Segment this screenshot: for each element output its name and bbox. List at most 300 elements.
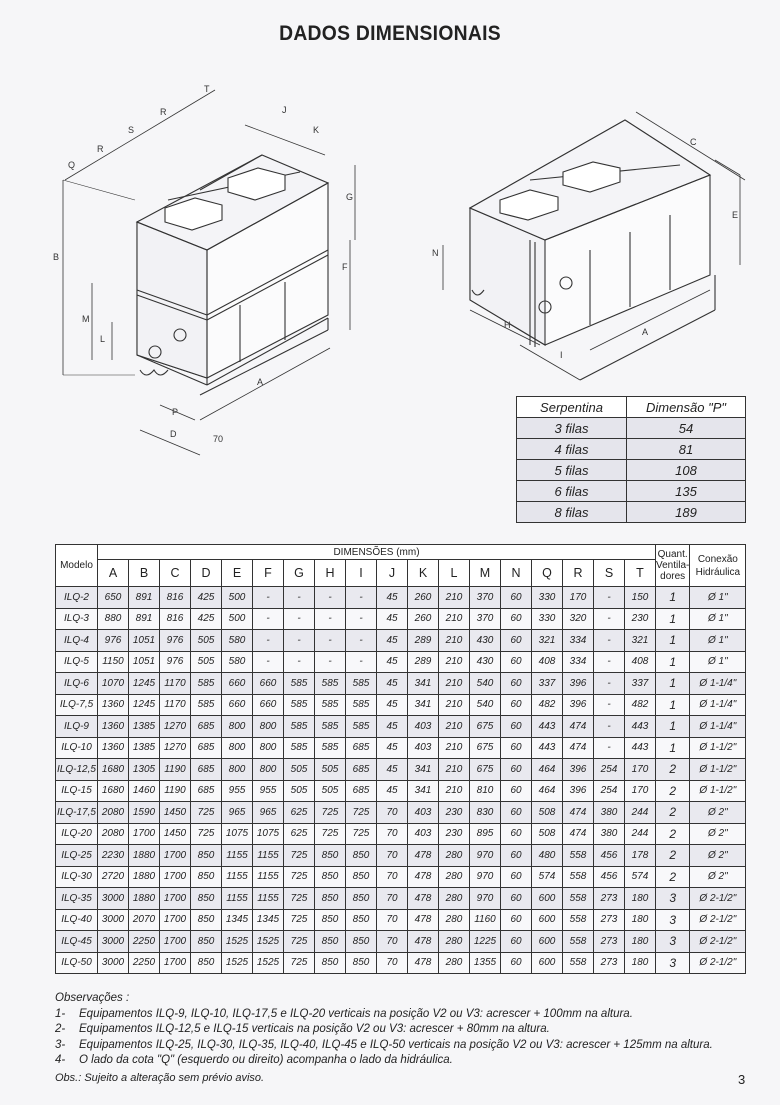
dimension-cell: 1880 xyxy=(129,888,160,910)
dimension-cell: 1075 xyxy=(222,823,253,845)
dimension-cell: 580 xyxy=(222,651,253,673)
fans-cell: 1 xyxy=(656,651,690,673)
dimension-cell: 70 xyxy=(377,802,408,824)
label-C: C xyxy=(690,137,697,147)
dimension-cell: 45 xyxy=(377,673,408,695)
dimension-cell: 850 xyxy=(315,931,346,953)
dimension-cell: 1700 xyxy=(129,823,160,845)
dimension-cell: 976 xyxy=(98,630,129,652)
dimension-cell: 244 xyxy=(625,802,656,824)
serpentina-table xyxy=(516,396,746,523)
dimension-cell: 280 xyxy=(439,888,470,910)
dimension-cell: 456 xyxy=(594,866,625,888)
dimensao-p-cell: 135 xyxy=(627,481,746,502)
dimension-cell: 625 xyxy=(284,823,315,845)
dimensao-p-cell: 54 xyxy=(627,418,746,439)
model-cell: ILQ-25 xyxy=(56,845,98,867)
model-cell: ILQ-2 xyxy=(56,587,98,609)
dimension-cell: 600 xyxy=(532,888,563,910)
dimension-cell: 443 xyxy=(625,737,656,759)
fans-cell: 1 xyxy=(656,608,690,630)
model-cell: ILQ-20 xyxy=(56,823,98,845)
dimension-cell: 585 xyxy=(191,673,222,695)
connection-cell: Ø 1" xyxy=(690,587,746,609)
dimension-cell: - xyxy=(284,608,315,630)
fans-cell: 3 xyxy=(656,952,690,974)
connection-cell: Ø 1" xyxy=(690,630,746,652)
dimension-cell: 891 xyxy=(129,587,160,609)
connection-header: Conexão Hidráulica xyxy=(690,545,746,587)
dimension-cell: 508 xyxy=(532,802,563,824)
dimension-cell: 341 xyxy=(408,759,439,781)
dimension-cell: 1270 xyxy=(160,737,191,759)
dimension-cell: 1155 xyxy=(222,845,253,867)
dimension-cell: 260 xyxy=(408,608,439,630)
dimension-cell: 408 xyxy=(625,651,656,673)
dimension-cell: 1700 xyxy=(160,952,191,974)
dimension-cell: 1460 xyxy=(129,780,160,802)
dimension-cell: 280 xyxy=(439,931,470,953)
dimension-cell: 1305 xyxy=(129,759,160,781)
dimension-cell: 330 xyxy=(532,587,563,609)
dimension-cell: 660 xyxy=(222,694,253,716)
dimension-cell: 3000 xyxy=(98,952,129,974)
connection-cell: Ø 1-1/4" xyxy=(690,673,746,695)
fans-header: Quant. Ventila- dores xyxy=(656,545,690,587)
dimension-cell: 380 xyxy=(594,823,625,845)
dimension-cell: 280 xyxy=(439,866,470,888)
dimension-cell: - xyxy=(346,630,377,652)
connection-cell: Ø 1" xyxy=(690,651,746,673)
dimension-cell: 558 xyxy=(563,952,594,974)
table-row xyxy=(56,694,746,716)
dimension-cell: 1170 xyxy=(160,694,191,716)
dimension-cell: 170 xyxy=(625,780,656,802)
dimension-cell: 505 xyxy=(284,780,315,802)
dimension-cell: 180 xyxy=(625,931,656,953)
dimension-cell: 830 xyxy=(470,802,501,824)
dimension-cell: 280 xyxy=(439,845,470,867)
dimension-cell: 254 xyxy=(594,759,625,781)
table-row xyxy=(56,651,746,673)
dimension-cell: 443 xyxy=(532,737,563,759)
table-row xyxy=(56,909,746,931)
dimension-cell: 396 xyxy=(563,694,594,716)
model-cell: ILQ-12,5 xyxy=(56,759,98,781)
dimension-cell: 970 xyxy=(470,845,501,867)
column-header-t: T xyxy=(625,560,656,587)
dimension-cell: 60 xyxy=(501,673,532,695)
dimension-cell: 210 xyxy=(439,673,470,695)
serpentina-header: Serpentina xyxy=(517,397,627,418)
dimension-cell: 955 xyxy=(222,780,253,802)
dimension-cell: 210 xyxy=(439,587,470,609)
dimension-cell: 396 xyxy=(563,759,594,781)
page-number: 3 xyxy=(738,1072,746,1087)
dimension-cell: 70 xyxy=(377,952,408,974)
dimension-cell: 330 xyxy=(532,608,563,630)
dimension-cell: 430 xyxy=(470,630,501,652)
dimension-cell: 850 xyxy=(191,909,222,931)
dimension-cell: 45 xyxy=(377,716,408,738)
dimension-cell: 482 xyxy=(532,694,563,716)
fans-cell: 2 xyxy=(656,780,690,802)
dimension-cell: 425 xyxy=(191,587,222,609)
dimension-cell: 1155 xyxy=(253,866,284,888)
notes xyxy=(55,991,713,1087)
dimension-cell: 403 xyxy=(408,823,439,845)
dimension-cell: - xyxy=(315,608,346,630)
dimension-cell: 1051 xyxy=(129,651,160,673)
dimension-cell: 558 xyxy=(563,909,594,931)
dimension-cell: 585 xyxy=(346,694,377,716)
label-K: K xyxy=(313,125,320,135)
dimension-cell: 60 xyxy=(501,716,532,738)
dimension-cell: 273 xyxy=(594,909,625,931)
dimension-cell: 500 xyxy=(222,608,253,630)
dimension-cell: - xyxy=(594,737,625,759)
dimension-cell: 1880 xyxy=(129,866,160,888)
dimension-cell: - xyxy=(253,608,284,630)
dimension-cell: 976 xyxy=(160,630,191,652)
dimension-cell: 180 xyxy=(625,909,656,931)
column-header-g: G xyxy=(284,560,315,587)
model-header: Modelo xyxy=(56,545,98,587)
connection-cell: Ø 2" xyxy=(690,802,746,824)
connection-cell: Ø 1-1/4" xyxy=(690,716,746,738)
column-header-e: E xyxy=(222,560,253,587)
page-title: DADOS DIMENSIONAIS xyxy=(279,22,501,45)
column-header-b: B xyxy=(129,560,160,587)
dimension-cell: 3000 xyxy=(98,931,129,953)
dimension-cell: 1075 xyxy=(253,823,284,845)
model-cell: ILQ-6 xyxy=(56,673,98,695)
dimension-cell: - xyxy=(284,587,315,609)
dimension-cell: 800 xyxy=(222,716,253,738)
dimension-cell: 230 xyxy=(625,608,656,630)
dimension-cell: 505 xyxy=(191,630,222,652)
dimension-cell: 685 xyxy=(191,780,222,802)
dimension-cell: 725 xyxy=(284,888,315,910)
dimension-cell: 60 xyxy=(501,608,532,630)
dimension-cell: 850 xyxy=(191,888,222,910)
dimension-cell: 660 xyxy=(253,673,284,695)
dimension-cell: 1700 xyxy=(160,888,191,910)
dimension-cell: 474 xyxy=(563,737,594,759)
dimension-cell: 60 xyxy=(501,737,532,759)
dimension-cell: 60 xyxy=(501,694,532,716)
dimension-cell: 725 xyxy=(284,952,315,974)
dimension-cell: 289 xyxy=(408,651,439,673)
dimension-cell: 60 xyxy=(501,845,532,867)
dimension-cell: 1345 xyxy=(253,909,284,931)
dimension-cell: 1155 xyxy=(222,888,253,910)
model-cell: ILQ-7,5 xyxy=(56,694,98,716)
dimension-cell: - xyxy=(594,651,625,673)
dimension-cell: 45 xyxy=(377,630,408,652)
connection-cell: Ø 2" xyxy=(690,845,746,867)
dimension-cell: 289 xyxy=(408,630,439,652)
dimension-cell: 45 xyxy=(377,737,408,759)
fans-cell: 1 xyxy=(656,716,690,738)
dimension-cell: 725 xyxy=(284,909,315,931)
dimension-cell: 341 xyxy=(408,694,439,716)
dimension-cell: 685 xyxy=(346,759,377,781)
dimension-cell: - xyxy=(594,673,625,695)
dimension-cell: - xyxy=(253,587,284,609)
label-J: J xyxy=(282,105,287,115)
dimension-cell: 850 xyxy=(191,952,222,974)
dimension-cell: 280 xyxy=(439,952,470,974)
dimension-cell: 1225 xyxy=(470,931,501,953)
column-header-c: C xyxy=(160,560,191,587)
connection-cell: Ø 1-1/2" xyxy=(690,737,746,759)
dimension-cell: 334 xyxy=(563,630,594,652)
fans-cell: 2 xyxy=(656,802,690,824)
dimension-cell: 850 xyxy=(315,888,346,910)
dimension-cell: 585 xyxy=(284,716,315,738)
dimension-cell: 1880 xyxy=(129,845,160,867)
model-cell: ILQ-5 xyxy=(56,651,98,673)
label-L: L xyxy=(100,334,106,344)
dimension-cell: 1700 xyxy=(160,931,191,953)
dimension-cell: 500 xyxy=(222,587,253,609)
dimension-cell: 1155 xyxy=(222,866,253,888)
dimension-cell: 585 xyxy=(346,673,377,695)
dimension-cell: 585 xyxy=(284,673,315,695)
column-header-r: R xyxy=(563,560,594,587)
dimension-cell: 210 xyxy=(439,651,470,673)
dimension-cell: 970 xyxy=(470,866,501,888)
dimension-cell: 210 xyxy=(439,630,470,652)
note-item: 2- Equipamentos ILQ-12,5 e ILQ-15 verticais na posição V2 ou V3: acrescer + 80mm na altura. xyxy=(55,1023,550,1036)
dimension-cell: 625 xyxy=(284,802,315,824)
label-D: D xyxy=(170,429,177,439)
dimension-cell: 2080 xyxy=(98,823,129,845)
dimension-cell: 800 xyxy=(253,737,284,759)
note-item: 1- Equipamentos ILQ-9, ILQ-10, ILQ-17,5 e ILQ-20 verticais na posição V2 ou V3: acrescer + 100mm na altura. xyxy=(55,1007,633,1020)
fans-cell: 2 xyxy=(656,845,690,867)
dimension-cell: 70 xyxy=(377,931,408,953)
dimension-cell: 891 xyxy=(129,608,160,630)
column-header-h: H xyxy=(315,560,346,587)
dimension-cell: 540 xyxy=(470,673,501,695)
dimension-cell: 70 xyxy=(377,888,408,910)
dimension-cell: 180 xyxy=(625,952,656,974)
dimension-cell: 456 xyxy=(594,845,625,867)
dimension-cell: 965 xyxy=(253,802,284,824)
dimension-cell: 2230 xyxy=(98,845,129,867)
fans-cell: 3 xyxy=(656,931,690,953)
model-cell: ILQ-3 xyxy=(56,608,98,630)
dimension-cell: 725 xyxy=(315,802,346,824)
dimension-cell: 170 xyxy=(563,587,594,609)
column-header-l: L xyxy=(439,560,470,587)
dimension-cell: 1345 xyxy=(222,909,253,931)
dimension-cell: 800 xyxy=(222,737,253,759)
fans-cell: 2 xyxy=(656,866,690,888)
dimension-cell: 850 xyxy=(346,866,377,888)
dimension-cell: 660 xyxy=(253,694,284,716)
dimension-cell: 60 xyxy=(501,802,532,824)
connection-cell: Ø 2" xyxy=(690,866,746,888)
model-cell: ILQ-17,5 xyxy=(56,802,98,824)
table-row xyxy=(56,737,746,759)
dimension-cell: 334 xyxy=(563,651,594,673)
dimension-cell: 474 xyxy=(563,802,594,824)
dimension-cell: 321 xyxy=(625,630,656,652)
dimension-cell: 850 xyxy=(191,866,222,888)
disclaimer: Obs.: Sujeito a alteração sem prévio aviso. xyxy=(55,1071,265,1084)
table-row xyxy=(56,931,746,953)
dimension-cell: 850 xyxy=(315,952,346,974)
dimension-cell: - xyxy=(284,630,315,652)
notes-heading: Observações : xyxy=(55,992,130,1004)
dimension-cell: 574 xyxy=(532,866,563,888)
dimension-cell: 675 xyxy=(470,759,501,781)
dimension-cell: 508 xyxy=(532,823,563,845)
connection-cell: Ø 2-1/2" xyxy=(690,931,746,953)
dimension-cell: 725 xyxy=(191,802,222,824)
fans-cell: 2 xyxy=(656,759,690,781)
dimension-cell: 1190 xyxy=(160,759,191,781)
dimension-cell: 725 xyxy=(346,802,377,824)
table-row xyxy=(56,759,746,781)
dimension-cell: 1245 xyxy=(129,694,160,716)
dimension-cell: 321 xyxy=(532,630,563,652)
label-70: 70 xyxy=(213,434,224,444)
fans-cell: 3 xyxy=(656,909,690,931)
dimension-cell: - xyxy=(594,630,625,652)
dimension-cell: - xyxy=(284,651,315,673)
dimension-cell: 60 xyxy=(501,823,532,845)
dimension-cell: - xyxy=(594,694,625,716)
dimension-cell: 1190 xyxy=(160,780,191,802)
label-R1: R xyxy=(97,144,104,154)
dimension-cell: - xyxy=(315,630,346,652)
dimension-cell: 474 xyxy=(563,716,594,738)
dimension-cell: 2070 xyxy=(129,909,160,931)
dimension-cell: 230 xyxy=(439,802,470,824)
dimension-cell: 396 xyxy=(563,673,594,695)
dimension-cell: 1150 xyxy=(98,651,129,673)
dimension-cell: 341 xyxy=(408,673,439,695)
dimension-cell: 725 xyxy=(191,823,222,845)
dimension-cell: 480 xyxy=(532,845,563,867)
dimension-cell: 60 xyxy=(501,952,532,974)
dimension-cell: 725 xyxy=(284,866,315,888)
dimensions-header: DIMENSÕES (mm) xyxy=(98,545,656,560)
dimension-cell: 320 xyxy=(563,608,594,630)
dimension-cell: 800 xyxy=(253,759,284,781)
dimension-cell: 478 xyxy=(408,866,439,888)
dimension-cell: 850 xyxy=(315,866,346,888)
label-I: I xyxy=(560,350,563,360)
dimension-cell: - xyxy=(594,587,625,609)
dimension-cell: 60 xyxy=(501,866,532,888)
dimension-cell: 955 xyxy=(253,780,284,802)
dimension-cell: 170 xyxy=(625,759,656,781)
table-row xyxy=(56,780,746,802)
dimension-cell: 540 xyxy=(470,694,501,716)
model-cell: ILQ-9 xyxy=(56,716,98,738)
dimension-cell: 880 xyxy=(98,608,129,630)
dimension-cell: 1360 xyxy=(98,737,129,759)
fans-cell: 2 xyxy=(656,823,690,845)
dimension-cell: 585 xyxy=(315,694,346,716)
column-header-j: J xyxy=(377,560,408,587)
dimension-cell: 1160 xyxy=(470,909,501,931)
label-E: E xyxy=(732,210,739,220)
dimension-cell: 3000 xyxy=(98,888,129,910)
model-cell: ILQ-4 xyxy=(56,630,98,652)
dimension-cell: 425 xyxy=(191,608,222,630)
dimension-cell: 150 xyxy=(625,587,656,609)
dimension-cell: 585 xyxy=(191,694,222,716)
dimension-cell: 1355 xyxy=(470,952,501,974)
dimension-cell: - xyxy=(253,630,284,652)
dimension-cell: 800 xyxy=(222,759,253,781)
dimension-cell: 1155 xyxy=(253,845,284,867)
dimension-cell: 800 xyxy=(253,716,284,738)
dimension-cell: 45 xyxy=(377,651,408,673)
dimension-cell: 1680 xyxy=(98,759,129,781)
model-cell: ILQ-35 xyxy=(56,888,98,910)
dimension-cell: 675 xyxy=(470,737,501,759)
dimension-cell: 2250 xyxy=(129,952,160,974)
dimension-cell: 850 xyxy=(346,845,377,867)
label-G: G xyxy=(346,192,354,202)
dimension-cell: 70 xyxy=(377,909,408,931)
connection-cell: Ø 2-1/2" xyxy=(690,952,746,974)
dimension-cell: 600 xyxy=(532,952,563,974)
dimensao-p-cell: 81 xyxy=(627,439,746,460)
dimension-cell: 1385 xyxy=(129,716,160,738)
dimension-cell: 210 xyxy=(439,737,470,759)
dimension-cell: 478 xyxy=(408,845,439,867)
dimension-cell: 1360 xyxy=(98,716,129,738)
dimension-cell: 45 xyxy=(377,608,408,630)
dimension-cell: 685 xyxy=(346,780,377,802)
dimension-cell: 273 xyxy=(594,888,625,910)
dimension-cell: 403 xyxy=(408,716,439,738)
dimension-cell: 1700 xyxy=(160,909,191,931)
dimension-cell: 60 xyxy=(501,651,532,673)
dimension-cell: 660 xyxy=(222,673,253,695)
dimension-cell: 1450 xyxy=(160,802,191,824)
dimension-cell: 45 xyxy=(377,694,408,716)
dimension-cell: 337 xyxy=(532,673,563,695)
dimension-cell: 403 xyxy=(408,737,439,759)
model-cell: ILQ-50 xyxy=(56,952,98,974)
dimension-cell: 60 xyxy=(501,909,532,931)
dimension-cell: 558 xyxy=(563,931,594,953)
dimension-cell: 725 xyxy=(284,845,315,867)
dimension-cell: 816 xyxy=(160,587,191,609)
label-T: T xyxy=(204,84,210,94)
dimension-cell: 558 xyxy=(563,845,594,867)
dimension-cell: 210 xyxy=(439,759,470,781)
dimension-cell: 370 xyxy=(470,608,501,630)
dimension-cell: 403 xyxy=(408,802,439,824)
label-Q: Q xyxy=(68,160,76,170)
dimensao-p-cell: 189 xyxy=(627,502,746,523)
dimension-cell: 230 xyxy=(439,823,470,845)
dimension-cell: 260 xyxy=(408,587,439,609)
dimension-cell: 585 xyxy=(346,716,377,738)
table-row xyxy=(56,866,746,888)
dimension-cell: 558 xyxy=(563,866,594,888)
